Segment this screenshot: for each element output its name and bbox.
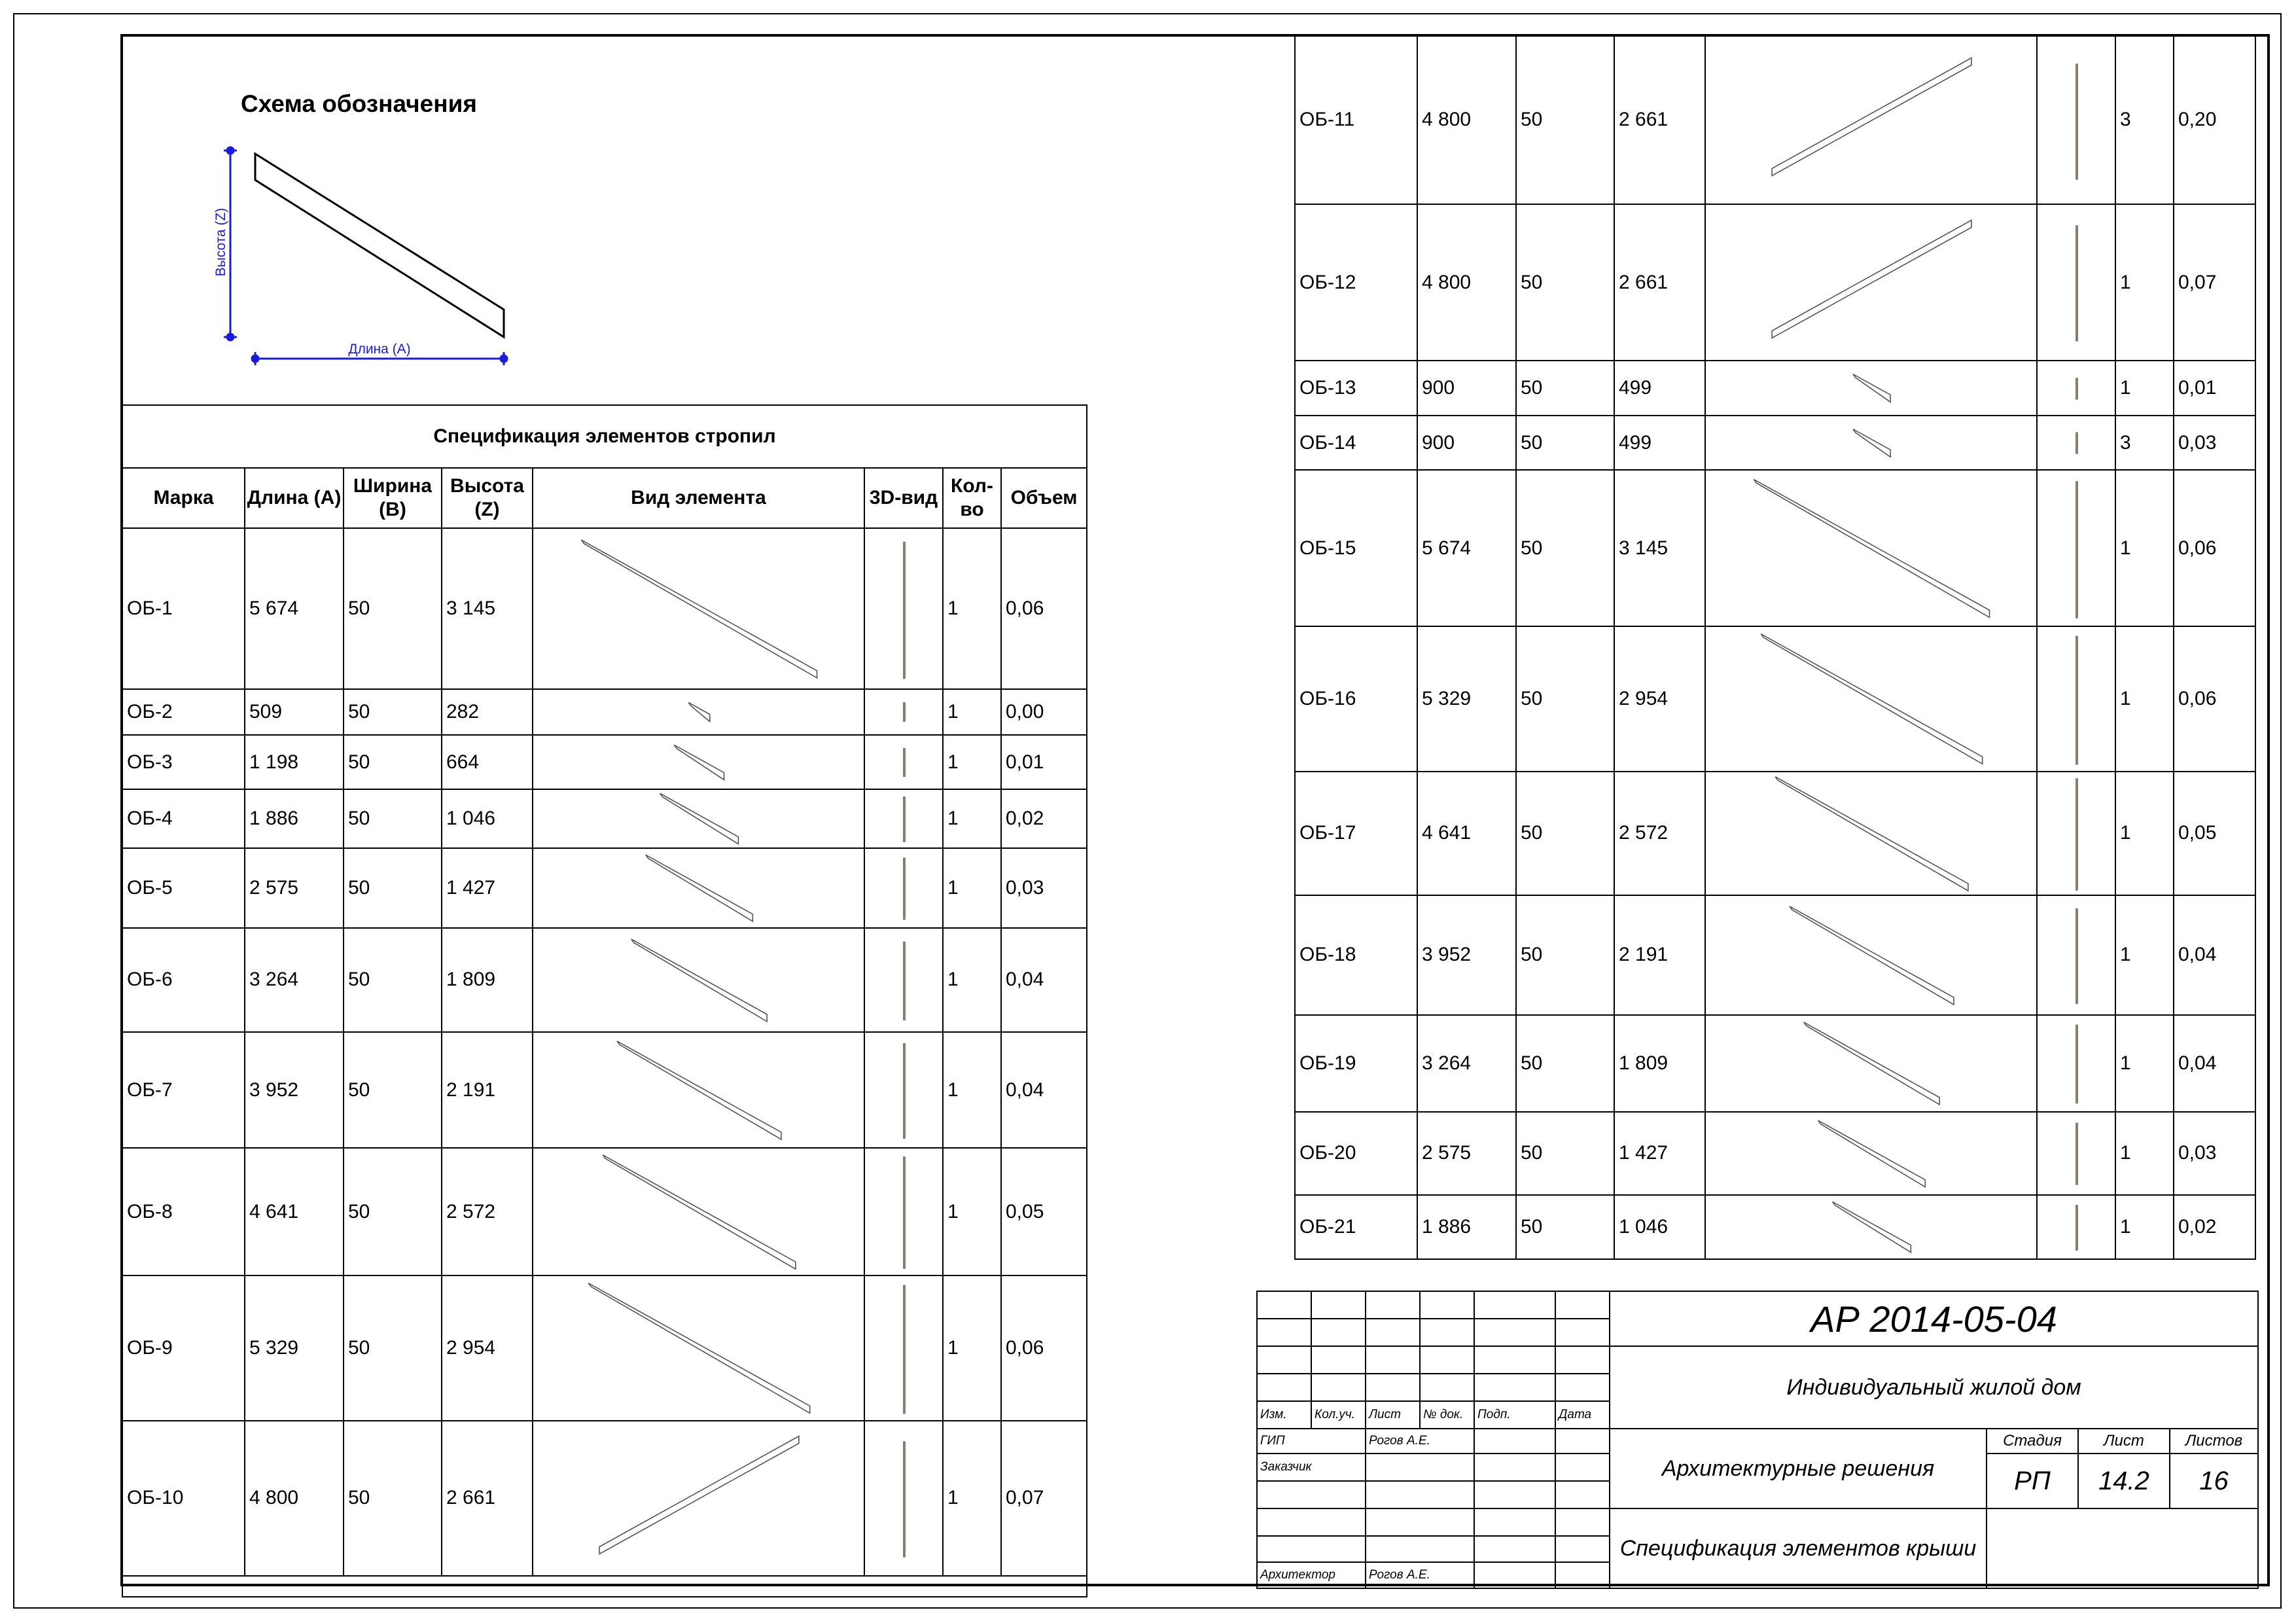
cell-mark: ОБ-11	[1295, 36, 1417, 204]
cell-height: 2 661	[1614, 36, 1705, 204]
cell-width: 50	[1516, 204, 1614, 361]
element-shape	[533, 1421, 864, 1575]
cell-height: 1 046	[1614, 1195, 1705, 1259]
cell-length: 900	[1417, 361, 1516, 416]
element-3d-rod	[2038, 472, 2115, 625]
table-title-row	[122, 405, 1087, 468]
cell-qty: 1	[2115, 204, 2174, 361]
cell-volume: 0,06	[2174, 626, 2255, 771]
cell-mark: ОБ-15	[1295, 470, 1417, 626]
element-3d-rod	[865, 791, 942, 847]
table-row	[1295, 361, 2255, 416]
header-view: Вид элемента	[533, 468, 864, 528]
cell-width: 50	[344, 928, 442, 1032]
scheme-diagram	[209, 141, 517, 370]
cell-width: 50	[344, 1275, 442, 1420]
cell-mark: ОБ-2	[122, 689, 245, 735]
cell-length: 1 886	[1417, 1195, 1516, 1259]
col-list: Лист	[1366, 1401, 1420, 1429]
table-row	[1295, 1195, 2255, 1259]
cell-volume: 0,03	[1001, 848, 1087, 928]
cell-qty: 3	[2115, 416, 2174, 471]
cell-3d-view	[2037, 626, 2115, 771]
element-shape	[1706, 896, 2036, 1014]
cell-qty: 1	[2115, 361, 2174, 416]
cell-element-view	[533, 735, 864, 790]
cell-mark: ОБ-19	[1295, 1015, 1417, 1111]
sheets-value: 16	[2170, 1454, 2258, 1508]
table-row	[122, 1421, 1087, 1576]
cell-length: 5 674	[245, 528, 344, 689]
table-row	[122, 1275, 1087, 1420]
cell-height: 2 661	[442, 1421, 533, 1576]
header-length: Длина (А)	[245, 468, 344, 528]
cell-height: 499	[1614, 361, 1705, 416]
cell-height: 2 572	[442, 1148, 533, 1275]
cell-height: 2 954	[1614, 626, 1705, 771]
cell-3d-view	[2037, 416, 2115, 471]
cell-mark: ОБ-21	[1295, 1195, 1417, 1259]
cell-qty: 1	[2115, 772, 2174, 895]
cell-height: 2 191	[1614, 895, 1705, 1015]
cell-qty: 1	[943, 1421, 1001, 1576]
cell-length: 1 886	[245, 789, 344, 848]
cell-volume: 0,04	[2174, 1015, 2255, 1111]
element-shape	[533, 1033, 864, 1147]
cell-mark: ОБ-16	[1295, 626, 1417, 771]
element-shape	[1706, 1016, 2036, 1111]
cell-length: 509	[245, 689, 344, 735]
table-row	[1295, 416, 2255, 471]
cell-qty: 1	[943, 928, 1001, 1032]
cell-width: 50	[344, 689, 442, 735]
cell-width: 50	[1516, 1015, 1614, 1111]
cell-mark: ОБ-9	[122, 1275, 245, 1420]
cell-element-view	[1705, 1112, 2037, 1196]
cell-length: 2 575	[245, 848, 344, 928]
table-body-left	[122, 528, 1087, 1597]
cell-3d-view	[864, 848, 943, 928]
cell-length: 2 575	[1417, 1112, 1516, 1196]
element-3d-rod	[2038, 1113, 2115, 1194]
cell-element-view	[533, 1148, 864, 1275]
cell-qty: 1	[943, 689, 1001, 735]
cell-volume: 0,07	[1001, 1421, 1087, 1576]
spec-table-left	[122, 404, 1087, 1597]
cell-length: 4 800	[1417, 204, 1516, 361]
cell-height: 3 145	[1614, 470, 1705, 626]
cell-element-view	[1705, 470, 2037, 626]
cell-qty: 3	[2115, 36, 2174, 204]
element-shape	[533, 529, 864, 688]
cell-width: 50	[1516, 626, 1614, 771]
element-3d-rod	[865, 1422, 942, 1574]
element-3d-rod	[865, 1149, 942, 1274]
element-shape	[533, 929, 864, 1031]
name-gip: Рогов А.Е.	[1366, 1429, 1474, 1454]
element-3d-rod	[865, 929, 942, 1031]
sheet-label: Лист	[2078, 1429, 2170, 1454]
cell-qty: 1	[943, 528, 1001, 689]
cell-volume: 0,07	[2174, 204, 2255, 361]
cell-volume: 0,06	[1001, 528, 1087, 689]
table-row	[122, 528, 1087, 689]
cell-length: 3 264	[245, 928, 344, 1032]
cell-length: 5 329	[1417, 626, 1516, 771]
cell-length: 4 800	[245, 1421, 344, 1576]
element-shape	[533, 849, 864, 927]
project-name: Индивидуальный жилой дом	[1610, 1346, 2258, 1429]
cell-length: 4 800	[1417, 36, 1516, 204]
section-name: Архитектурные решения	[1610, 1429, 1987, 1508]
cell-qty: 1	[2115, 895, 2174, 1015]
cell-height: 1 046	[442, 789, 533, 848]
element-3d-rod	[2038, 362, 2115, 415]
cell-height: 664	[442, 735, 533, 790]
cell-mark: ОБ-10	[122, 1421, 245, 1576]
cell-3d-view	[2037, 470, 2115, 626]
cell-element-view	[533, 1421, 864, 1576]
element-shape	[1706, 37, 2036, 204]
table-row	[1295, 470, 2255, 626]
cell-width: 50	[344, 528, 442, 689]
cell-3d-view	[2037, 895, 2115, 1015]
cell-qty: 1	[2115, 1112, 2174, 1196]
element-3d-rod	[2038, 773, 2115, 894]
cell-height: 3 145	[442, 528, 533, 689]
cell-length: 3 952	[245, 1032, 344, 1148]
cell-height: 2 191	[442, 1032, 533, 1148]
cell-volume: 0,03	[2174, 416, 2255, 471]
cell-width: 50	[1516, 416, 1614, 471]
header-height: Высота (Z)	[442, 468, 533, 528]
cell-length: 900	[1417, 416, 1516, 471]
cell-qty: 1	[943, 789, 1001, 848]
cell-volume: 0,00	[1001, 689, 1087, 735]
table-row	[1295, 772, 2255, 895]
element-shape	[533, 790, 864, 847]
element-3d-rod	[2038, 416, 2115, 469]
cell-element-view	[1705, 772, 2037, 895]
element-shape	[533, 690, 864, 734]
cell-3d-view	[2037, 36, 2115, 204]
table-row	[1295, 626, 2255, 771]
cell-width: 50	[1516, 470, 1614, 626]
element-shape	[1706, 1196, 2036, 1258]
cell-qty: 1	[2115, 626, 2174, 771]
cell-width: 50	[1516, 1195, 1614, 1259]
cell-length: 1 198	[245, 735, 344, 790]
header-width: Ширина (B)	[344, 468, 442, 528]
cell-width: 50	[344, 1148, 442, 1275]
cell-height: 1 427	[442, 848, 533, 928]
cell-3d-view	[2037, 204, 2115, 361]
table-body-right	[1295, 36, 2255, 1259]
cell-height: 499	[1614, 416, 1705, 471]
cell-qty: 1	[943, 1032, 1001, 1148]
cell-3d-view	[864, 735, 943, 790]
role-customer: Заказчик	[1257, 1454, 1366, 1481]
cell-mark: ОБ-13	[1295, 361, 1417, 416]
spec-table-right	[1294, 35, 2256, 1260]
cell-element-view	[533, 1032, 864, 1148]
table-row	[122, 689, 1087, 735]
table-row	[1295, 1015, 2255, 1111]
cell-qty: 1	[2115, 470, 2174, 626]
cell-height: 1 809	[442, 928, 533, 1032]
cell-3d-view	[2037, 772, 2115, 895]
cell-mark: ОБ-8	[122, 1148, 245, 1275]
height-label: Высота (Z)	[213, 207, 228, 277]
cell-volume: 0,01	[1001, 735, 1087, 790]
element-3d-rod	[2038, 628, 2115, 770]
table-title: Спецификация элементов стропил	[122, 405, 1087, 468]
cell-element-view	[533, 689, 864, 735]
header-mark: Марка	[122, 468, 245, 528]
cell-volume: 0,04	[1001, 928, 1087, 1032]
cell-3d-view	[2037, 1195, 2115, 1259]
stage-label: Стадия	[1987, 1429, 2078, 1454]
cell-element-view	[1705, 895, 2037, 1015]
cell-3d-view	[864, 528, 943, 689]
cell-volume: 0,06	[2174, 470, 2255, 626]
element-shape	[1706, 416, 2036, 470]
cell-volume: 0,20	[2174, 36, 2255, 204]
cell-height: 282	[442, 689, 533, 735]
table-row	[122, 735, 1087, 790]
table-row	[122, 848, 1087, 928]
cell-3d-view	[2037, 1015, 2115, 1111]
name-architect: Рогов А.Е.	[1366, 1562, 1474, 1588]
cell-3d-view	[864, 928, 943, 1032]
cell-volume: 0,01	[2174, 361, 2255, 416]
element-shape	[533, 736, 864, 789]
cell-element-view	[533, 1275, 864, 1420]
element-shape	[533, 1276, 864, 1419]
header-3d-view: 3D-вид	[864, 468, 943, 528]
cell-length: 4 641	[245, 1148, 344, 1275]
cell-qty: 1	[943, 1275, 1001, 1420]
sheet-title: Спецификация элементов крыши	[1610, 1508, 1987, 1588]
cell-3d-view	[2037, 361, 2115, 416]
cell-element-view	[1705, 626, 2037, 771]
cell-volume: 0,04	[2174, 895, 2255, 1015]
cell-element-view	[1705, 361, 2037, 416]
element-3d-rod	[2038, 38, 2115, 203]
cell-mark: ОБ-5	[122, 848, 245, 928]
sheets-label: Листов	[2170, 1429, 2258, 1454]
cell-qty: 1	[2115, 1015, 2174, 1111]
cell-mark: ОБ-6	[122, 928, 245, 1032]
cell-qty: 1	[943, 735, 1001, 790]
col-data: Дата	[1555, 1401, 1610, 1429]
table-row	[1295, 895, 2255, 1015]
element-shape	[1706, 471, 2036, 626]
cell-mark: ОБ-20	[1295, 1112, 1417, 1196]
element-shape	[1706, 361, 2036, 415]
empty-row	[122, 1576, 1087, 1597]
element-shape	[1706, 772, 2036, 895]
header-volume: Объем	[1001, 468, 1087, 528]
cell-volume: 0,06	[1001, 1275, 1087, 1420]
element-3d-rod	[2038, 1196, 2115, 1258]
stage-value: РП	[1987, 1454, 2078, 1508]
cell-mark: ОБ-12	[1295, 204, 1417, 361]
cell-3d-view	[864, 1032, 943, 1148]
cell-height: 2 572	[1614, 772, 1705, 895]
cell-mark: ОБ-18	[1295, 895, 1417, 1015]
cell-height: 2 661	[1614, 204, 1705, 361]
element-shape	[1706, 1113, 2036, 1195]
cell-height: 1 427	[1614, 1112, 1705, 1196]
name-customer	[1366, 1454, 1474, 1481]
cell-3d-view	[864, 1275, 943, 1420]
length-label: Длина (А)	[348, 342, 411, 357]
col-ndok: № док.	[1420, 1401, 1474, 1429]
cell-volume: 0,05	[2174, 772, 2255, 895]
cell-mark: ОБ-17	[1295, 772, 1417, 895]
document-code: АР 2014-05-04	[1610, 1291, 2258, 1346]
cell-width: 50	[344, 1032, 442, 1148]
cell-mark: ОБ-4	[122, 789, 245, 848]
cell-volume: 0,02	[1001, 789, 1087, 848]
cell-qty: 1	[943, 1148, 1001, 1275]
table-row	[1295, 1112, 2255, 1196]
cell-length: 5 329	[245, 1275, 344, 1420]
table-row	[122, 928, 1087, 1032]
cell-mark: ОБ-3	[122, 735, 245, 790]
cell-3d-view	[2037, 1112, 2115, 1196]
cell-volume: 0,04	[1001, 1032, 1087, 1148]
element-3d-rod	[865, 1277, 942, 1419]
element-shape	[1706, 627, 2036, 770]
cell-element-view	[533, 789, 864, 848]
cell-element-view	[1705, 204, 2037, 361]
role-architect: Архитектор	[1257, 1562, 1366, 1588]
element-3d-rod	[865, 690, 942, 734]
scheme-title: Схема обозначения	[241, 90, 477, 117]
cell-element-view	[533, 928, 864, 1032]
element-3d-rod	[865, 530, 942, 688]
cell-volume: 0,02	[2174, 1195, 2255, 1259]
element-3d-rod	[2038, 205, 2115, 359]
cell-height: 2 954	[442, 1275, 533, 1420]
cell-height: 1 809	[1614, 1015, 1705, 1111]
cell-length: 3 264	[1417, 1015, 1516, 1111]
cell-width: 50	[1516, 1112, 1614, 1196]
col-izm: Изм.	[1257, 1401, 1311, 1429]
element-3d-rod	[2038, 897, 2115, 1014]
table-row	[122, 1148, 1087, 1275]
cell-width: 50	[344, 735, 442, 790]
cell-length: 5 674	[1417, 470, 1516, 626]
header-qty: Кол-во	[943, 468, 1001, 528]
cell-length: 4 641	[1417, 772, 1516, 895]
element-3d-rod	[2038, 1016, 2115, 1111]
element-3d-rod	[865, 1033, 942, 1147]
cell-3d-view	[864, 689, 943, 735]
cell-mark: ОБ-14	[1295, 416, 1417, 471]
cell-width: 50	[344, 848, 442, 928]
cell-3d-view	[864, 1421, 943, 1576]
cell-volume: 0,05	[1001, 1148, 1087, 1275]
cell-element-view	[1705, 416, 2037, 471]
cell-mark: ОБ-1	[122, 528, 245, 689]
cell-width: 50	[1516, 361, 1614, 416]
cell-3d-view	[864, 789, 943, 848]
cell-width: 50	[1516, 772, 1614, 895]
col-koluch: Кол.уч.	[1311, 1401, 1366, 1429]
scheme-element-shape	[255, 154, 504, 337]
element-shape	[1706, 205, 2036, 360]
table-row	[122, 1032, 1087, 1148]
table-header-row	[122, 468, 1087, 528]
title-block	[1256, 1291, 2259, 1589]
table-row	[122, 789, 1087, 848]
cell-width: 50	[1516, 36, 1614, 204]
cell-volume: 0,03	[2174, 1112, 2255, 1196]
cell-element-view	[533, 528, 864, 689]
cell-mark: ОБ-7	[122, 1032, 245, 1148]
role-gip: ГИП	[1257, 1429, 1366, 1454]
cell-length: 3 952	[1417, 895, 1516, 1015]
table-row	[1295, 204, 2255, 361]
sheet-value: 14.2	[2078, 1454, 2170, 1508]
cell-element-view	[533, 848, 864, 928]
element-3d-rod	[865, 849, 942, 927]
cell-width: 50	[344, 789, 442, 848]
cell-element-view	[1705, 1195, 2037, 1259]
cell-3d-view	[864, 1148, 943, 1275]
table-row	[1295, 36, 2255, 204]
col-podp: Подп.	[1474, 1401, 1555, 1429]
cell-width: 50	[344, 1421, 442, 1576]
cell-element-view	[1705, 1015, 2037, 1111]
cell-qty: 1	[2115, 1195, 2174, 1259]
element-shape	[533, 1149, 864, 1275]
cell-width: 50	[1516, 895, 1614, 1015]
cell-element-view	[1705, 36, 2037, 204]
element-3d-rod	[865, 736, 942, 789]
cell-qty: 1	[943, 848, 1001, 928]
